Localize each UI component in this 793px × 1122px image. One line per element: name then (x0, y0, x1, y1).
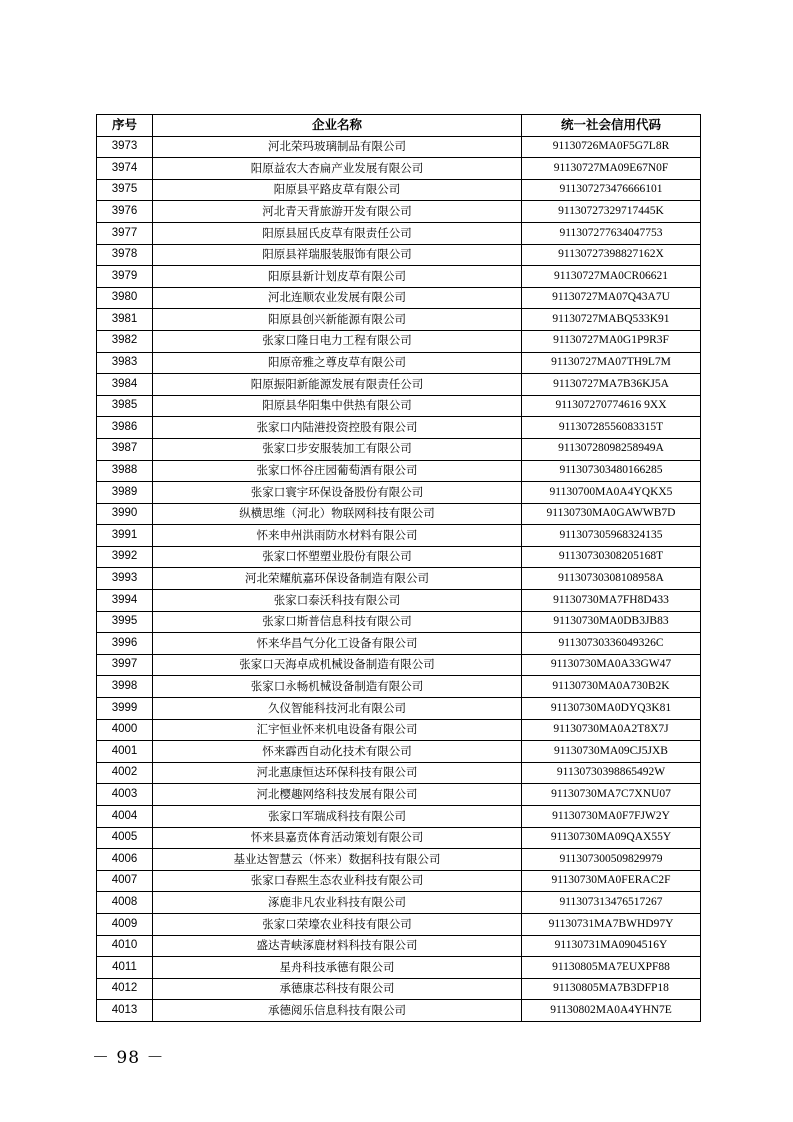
table-row (97, 352, 701, 374)
row-company-name: 承德阅乐信息科技有限公司 (153, 1000, 522, 1022)
row-seq: 4012 (97, 978, 153, 1000)
row-credit-code: 91130730MA0F7FJW2Y (522, 806, 701, 828)
row-credit-code: 91130727MA0CR06621 (522, 266, 701, 288)
row-company-name: 河北樱趣网络科技发展有限公司 (153, 784, 522, 806)
row-credit-code: 911307270774616 9XX (522, 395, 701, 417)
row-seq: 4011 (97, 957, 153, 979)
row-company-name: 阳原振阳新能源发展有限责任公司 (153, 374, 522, 396)
row-seq: 3982 (97, 330, 153, 352)
table-row (97, 395, 701, 417)
table-row (97, 158, 701, 180)
row-credit-code: 91130730MA0FERAC2F (522, 870, 701, 892)
row-credit-code: 91130730MA0A33GW47 (522, 654, 701, 676)
row-company-name: 张家口怀塑塑业股份有限公司 (153, 546, 522, 568)
row-seq: 3984 (97, 374, 153, 396)
row-seq: 3987 (97, 438, 153, 460)
table-row (97, 201, 701, 223)
table-row (97, 546, 701, 568)
header-seq: 序号 (97, 115, 153, 137)
row-company-name: 涿鹿非凡农业科技有限公司 (153, 892, 522, 914)
row-company-name: 张家口泰沃科技有限公司 (153, 590, 522, 612)
table-row (97, 179, 701, 201)
row-credit-code: 91130730308205168T (522, 546, 701, 568)
row-seq: 3992 (97, 546, 153, 568)
table-row (97, 633, 701, 655)
table-row (97, 827, 701, 849)
row-company-name: 阳原县新计划皮草有限公司 (153, 266, 522, 288)
row-seq: 4009 (97, 913, 153, 935)
row-company-name: 阳原县华阳集中供热有限公司 (153, 395, 522, 417)
row-credit-code: 91130805MA7EUXPF88 (522, 957, 701, 979)
row-credit-code: 91130730MA0GAWWB7D (522, 503, 701, 525)
row-company-name: 张家口怀谷庄园葡萄酒有限公司 (153, 460, 522, 482)
row-credit-code: 91130730398865492W (522, 762, 701, 784)
row-company-name: 河北荣耀航嘉环保设备制造有限公司 (153, 568, 522, 590)
row-seq: 4006 (97, 849, 153, 871)
table-row (97, 590, 701, 612)
table-header (97, 115, 701, 137)
row-seq: 3983 (97, 352, 153, 374)
row-seq: 3978 (97, 244, 153, 266)
table-row (97, 676, 701, 698)
row-seq: 3989 (97, 482, 153, 504)
row-seq: 3997 (97, 654, 153, 676)
header-row (97, 115, 701, 137)
row-seq: 4003 (97, 784, 153, 806)
row-seq: 3998 (97, 676, 153, 698)
table-row (97, 503, 701, 525)
row-seq: 3991 (97, 525, 153, 547)
table-row (97, 849, 701, 871)
row-credit-code: 91130730MA09QAX55Y (522, 827, 701, 849)
row-credit-code: 91130730308108958A (522, 568, 701, 590)
row-company-name: 星舟科技承德有限公司 (153, 957, 522, 979)
table-body (97, 136, 701, 1021)
row-company-name: 河北惠康恒达环保科技有限公司 (153, 762, 522, 784)
row-seq: 4004 (97, 806, 153, 828)
row-seq: 3976 (97, 201, 153, 223)
row-seq: 3986 (97, 417, 153, 439)
row-company-name: 张家口荣壕农业科技有限公司 (153, 913, 522, 935)
table-row (97, 309, 701, 331)
row-company-name: 张家口天海卓成机械设备制造有限公司 (153, 654, 522, 676)
row-seq: 3979 (97, 266, 153, 288)
row-credit-code: 91130727MA07Q43A7U (522, 287, 701, 309)
row-credit-code: 91130727398827162X (522, 244, 701, 266)
row-credit-code: 911307277634047753 (522, 222, 701, 244)
row-company-name: 张家口斯普信息科技有限公司 (153, 611, 522, 633)
row-company-name: 基业达智慧云（怀来）数据科技有限公司 (153, 849, 522, 871)
row-seq: 4010 (97, 935, 153, 957)
table-row (97, 741, 701, 763)
header-name: 企业名称 (153, 115, 522, 137)
row-seq: 3999 (97, 698, 153, 720)
row-seq: 3990 (97, 503, 153, 525)
row-credit-code: 91130727MABQ533K91 (522, 309, 701, 331)
row-credit-code: 91130805MA7B3DFP18 (522, 978, 701, 1000)
row-company-name: 久仪智能科技河北有限公司 (153, 698, 522, 720)
row-credit-code: 91130728556083315T (522, 417, 701, 439)
table-row (97, 417, 701, 439)
row-credit-code: 91130730MA0DB3JB83 (522, 611, 701, 633)
row-seq: 3973 (97, 136, 153, 158)
row-company-name: 怀来华昌气分化工设备有限公司 (153, 633, 522, 655)
row-seq: 3995 (97, 611, 153, 633)
row-seq: 4000 (97, 719, 153, 741)
row-seq: 3980 (97, 287, 153, 309)
row-credit-code: 91130727MA7B36KJ5A (522, 374, 701, 396)
table-row (97, 136, 701, 158)
enterprise-table (96, 114, 701, 1022)
row-credit-code: 91130730MA0A730B2K (522, 676, 701, 698)
page-number: － 98 － (92, 1048, 165, 1068)
row-seq: 3988 (97, 460, 153, 482)
row-company-name: 阳原县平路皮草有限公司 (153, 179, 522, 201)
table-row (97, 957, 701, 979)
row-seq: 4002 (97, 762, 153, 784)
row-seq: 4007 (97, 870, 153, 892)
row-seq: 3974 (97, 158, 153, 180)
row-company-name: 河北荣玛玻璃制品有限公司 (153, 136, 522, 158)
row-seq: 4008 (97, 892, 153, 914)
row-company-name: 阳原县屈氏皮草有限责任公司 (153, 222, 522, 244)
row-credit-code: 91130730MA7FH8D433 (522, 590, 701, 612)
table-row (97, 870, 701, 892)
table-row (97, 266, 701, 288)
table-row (97, 892, 701, 914)
table-row (97, 1000, 701, 1022)
row-company-name: 河北连顺农业发展有限公司 (153, 287, 522, 309)
table-row (97, 935, 701, 957)
table-row (97, 438, 701, 460)
table-row (97, 222, 701, 244)
row-credit-code: 91130730MA0DYQ3K81 (522, 698, 701, 720)
row-credit-code: 91130730336049326C (522, 633, 701, 655)
table-row (97, 287, 701, 309)
row-credit-code: 91130730MA0A2T8X7J (522, 719, 701, 741)
row-credit-code: 911307303480166285 (522, 460, 701, 482)
row-credit-code: 91130731MA0904516Y (522, 935, 701, 957)
row-company-name: 纵横思维（河北）物联网科技有限公司 (153, 503, 522, 525)
table-row (97, 244, 701, 266)
row-company-name: 张家口内陆港投资控股有限公司 (153, 417, 522, 439)
row-company-name: 承德康芯科技有限公司 (153, 978, 522, 1000)
row-credit-code: 911307305968324135 (522, 525, 701, 547)
row-credit-code: 91130700MA0A4YQKX5 (522, 482, 701, 504)
row-company-name: 怀来霹西自动化技术有限公司 (153, 741, 522, 763)
row-company-name: 怀来县嘉贲体育活动策划有限公司 (153, 827, 522, 849)
row-credit-code: 911307300509829979 (522, 849, 701, 871)
row-credit-code: 91130728098258949A (522, 438, 701, 460)
row-seq: 3981 (97, 309, 153, 331)
row-company-name: 阳原县祥瑞服装服饰有限公司 (153, 244, 522, 266)
row-credit-code: 91130727MA0G1P9R3F (522, 330, 701, 352)
row-credit-code: 911307313476517267 (522, 892, 701, 914)
row-seq: 3994 (97, 590, 153, 612)
row-company-name: 张家口永畅机械设备制造有限公司 (153, 676, 522, 698)
table-row (97, 806, 701, 828)
table-row (97, 482, 701, 504)
table-row (97, 330, 701, 352)
row-company-name: 阳原益农大杏扁产业发展有限公司 (153, 158, 522, 180)
row-company-name: 怀来申州洪雨防水材料有限公司 (153, 525, 522, 547)
row-credit-code: 91130730MA7C7XNU07 (522, 784, 701, 806)
table-row (97, 698, 701, 720)
row-seq: 3996 (97, 633, 153, 655)
row-company-name: 汇宇恒业怀来机电设备有限公司 (153, 719, 522, 741)
table-row (97, 762, 701, 784)
row-credit-code: 91130727329717445K (522, 201, 701, 223)
row-company-name: 张家口春熙生态农业科技有限公司 (153, 870, 522, 892)
row-credit-code: 911307273476666101 (522, 179, 701, 201)
row-credit-code: 91130730MA09CJ5JXB (522, 741, 701, 763)
row-company-name: 阳原县创兴新能源有限公司 (153, 309, 522, 331)
row-credit-code: 91130802MA0A4YHN7E (522, 1000, 701, 1022)
table-row (97, 611, 701, 633)
row-credit-code: 91130727MA07TH9L7M (522, 352, 701, 374)
row-company-name: 张家口步安服装加工有限公司 (153, 438, 522, 460)
table-row (97, 719, 701, 741)
row-company-name: 张家口隆日电力工程有限公司 (153, 330, 522, 352)
row-seq: 3975 (97, 179, 153, 201)
header-code: 统一社会信用代码 (522, 115, 701, 137)
row-company-name: 河北青天背旅游开发有限公司 (153, 201, 522, 223)
table-row (97, 978, 701, 1000)
table-row (97, 913, 701, 935)
row-seq: 3985 (97, 395, 153, 417)
table-row (97, 654, 701, 676)
table-row (97, 525, 701, 547)
row-seq: 3977 (97, 222, 153, 244)
row-company-name: 张家口寰宇环保设备股份有限公司 (153, 482, 522, 504)
row-seq: 4001 (97, 741, 153, 763)
table-row (97, 374, 701, 396)
row-seq: 4005 (97, 827, 153, 849)
row-company-name: 盛达青峡涿鹿材料科技有限公司 (153, 935, 522, 957)
table-row (97, 568, 701, 590)
table-row (97, 784, 701, 806)
row-company-name: 张家口军瑞成科技有限公司 (153, 806, 522, 828)
row-seq: 3993 (97, 568, 153, 590)
row-credit-code: 91130726MA0F5G7L8R (522, 136, 701, 158)
row-company-name: 阳原帝雅之尊皮草有限公司 (153, 352, 522, 374)
row-seq: 4013 (97, 1000, 153, 1022)
row-credit-code: 91130731MA7BWHD97Y (522, 913, 701, 935)
row-credit-code: 91130727MA09E67N0F (522, 158, 701, 180)
table-row (97, 460, 701, 482)
